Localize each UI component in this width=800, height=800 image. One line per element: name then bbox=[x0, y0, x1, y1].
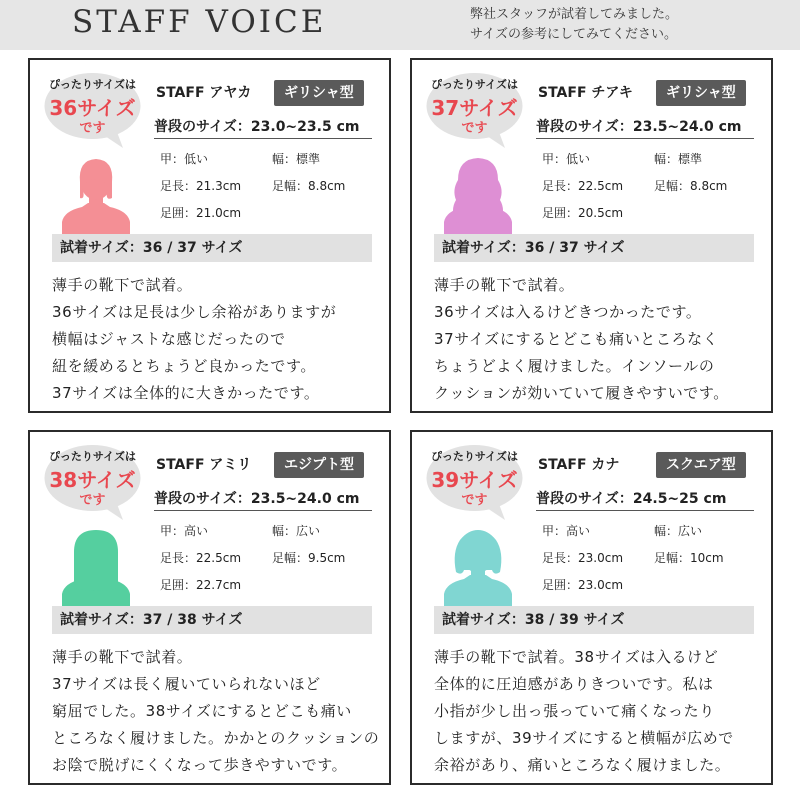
usual-size-label: 普段のサイズ bbox=[536, 491, 619, 507]
foot-girth: 足囲：22.7cm bbox=[160, 578, 242, 592]
fit-size-value: 36サイズ bbox=[49, 96, 136, 120]
staff-avatar-icon bbox=[60, 156, 132, 234]
width-fit: 幅：標準 bbox=[654, 152, 703, 166]
usual-size bbox=[154, 116, 359, 136]
comment-line: ちょうどよく履けました。インソールの bbox=[434, 357, 715, 375]
staff-name: STAFF アヤカ bbox=[156, 85, 252, 101]
divider bbox=[154, 138, 372, 139]
divider bbox=[536, 138, 754, 139]
fit-size-bubble bbox=[425, 72, 524, 148]
bubble-suffix: です bbox=[461, 121, 488, 136]
comment-line: 36サイズは入るけどきつかったです。 bbox=[434, 303, 702, 321]
comment-line: ところなく履けました。かかとのクッションの bbox=[52, 729, 380, 747]
instep: 甲：低い bbox=[160, 152, 209, 166]
staff-name: STAFF アミリ bbox=[156, 457, 252, 473]
usual-size bbox=[154, 488, 359, 508]
staff-avatar-icon bbox=[60, 528, 132, 606]
foot-type-badge: エジプト型 bbox=[274, 452, 364, 478]
foot-width: 足幅：8.8cm bbox=[272, 179, 346, 193]
staff-name: STAFF チアキ bbox=[538, 85, 633, 101]
foot-length: 足長：22.5cm bbox=[542, 179, 624, 193]
instep: 甲：低い bbox=[542, 152, 591, 166]
divider bbox=[154, 510, 372, 511]
trial-size: 試着サイズ：36 / 37 サイズ bbox=[434, 234, 754, 262]
staff-avatar-icon bbox=[442, 156, 514, 234]
comment-line: クッションが効いていて履きやすいです。 bbox=[434, 384, 729, 402]
comment-line: お陰で脱げにくくなって歩きやすいです。 bbox=[52, 756, 348, 774]
divider bbox=[536, 510, 754, 511]
usual-size-value: ：23.5~24.0 cm bbox=[618, 119, 742, 135]
fit-size-value: 38サイズ bbox=[49, 468, 136, 492]
foot-length: 足長：21.3cm bbox=[160, 179, 242, 193]
comment-line: 薄手の靴下で試着。 bbox=[434, 276, 575, 294]
foot-type-badge: スクエア型 bbox=[656, 452, 746, 478]
comment-line: 36サイズは足長は少し余裕がありますが bbox=[52, 303, 337, 321]
staff-comment bbox=[434, 272, 729, 407]
trial-size: 試着サイズ：36 / 37 サイズ bbox=[52, 234, 372, 262]
page-header bbox=[0, 0, 800, 50]
fit-size-value: 39サイズ bbox=[431, 468, 518, 492]
foot-width: 足幅：9.5cm bbox=[272, 551, 346, 565]
staff-comment bbox=[434, 644, 734, 779]
instep: 甲：高い bbox=[542, 524, 591, 538]
bubble-suffix: です bbox=[79, 121, 106, 136]
staff-card-amiri bbox=[28, 430, 391, 785]
header-note-line: 弊社スタッフが試着してみました。 bbox=[470, 7, 679, 22]
staff-avatar-icon bbox=[442, 528, 514, 606]
foot-length: 足長：22.5cm bbox=[160, 551, 242, 565]
header-note bbox=[470, 5, 678, 45]
foot-width: 足幅：10cm bbox=[654, 551, 724, 565]
fit-size-bubble bbox=[43, 72, 142, 148]
comment-line: 37サイズは全体的に大きかったです。 bbox=[52, 384, 320, 402]
width-fit: 幅：広い bbox=[272, 524, 321, 538]
foot-length: 足長：23.0cm bbox=[542, 551, 624, 565]
staff-card-ayaka bbox=[28, 58, 391, 413]
usual-size-label: 普段のサイズ bbox=[154, 119, 237, 135]
comment-line: 37サイズは長く履いていられないほど bbox=[52, 675, 321, 693]
trial-size: 試着サイズ：38 / 39 サイズ bbox=[434, 606, 754, 634]
bubble-caption: ぴったりサイズは bbox=[48, 450, 137, 463]
comment-line: 薄手の靴下で試着。38サイズは入るけど bbox=[434, 648, 719, 666]
foot-type-badge: ギリシャ型 bbox=[274, 80, 364, 106]
bubble-suffix: です bbox=[461, 493, 488, 508]
comment-line: 37サイズにするとどこも痛いところなく bbox=[434, 330, 719, 348]
foot-girth: 足囲：20.5cm bbox=[542, 206, 624, 220]
bubble-caption: ぴったりサイズは bbox=[430, 450, 519, 463]
comment-line: しますが、39サイズにすると横幅が広めで bbox=[434, 729, 734, 747]
foot-girth: 足囲：21.0cm bbox=[160, 206, 242, 220]
usual-size-label: 普段のサイズ bbox=[154, 491, 237, 507]
comment-line: 薄手の靴下で試着。 bbox=[52, 648, 193, 666]
comment-line: 窮屈でした。38サイズにするとどこも痛い bbox=[52, 702, 352, 720]
comment-line: 紐を緩めるとちょうど良かったです。 bbox=[52, 357, 317, 375]
usual-size bbox=[536, 488, 726, 508]
usual-size bbox=[536, 116, 741, 136]
comment-line: 余裕があり、痛いところなく履けました。 bbox=[434, 756, 731, 774]
usual-size-value: ：24.5~25 cm bbox=[618, 491, 727, 507]
comment-line: 横幅はジャストな感じだったので bbox=[52, 330, 286, 348]
fit-size-value: 37サイズ bbox=[431, 96, 518, 120]
trial-size: 試着サイズ：37 / 38 サイズ bbox=[52, 606, 372, 634]
staff-card-chiaki bbox=[410, 58, 773, 413]
bubble-suffix: です bbox=[79, 493, 106, 508]
usual-size-value: ：23.0~23.5 cm bbox=[236, 119, 360, 135]
staff-name: STAFF カナ bbox=[538, 457, 620, 473]
foot-width: 足幅：8.8cm bbox=[654, 179, 728, 193]
instep: 甲：高い bbox=[160, 524, 209, 538]
width-fit: 幅：広い bbox=[654, 524, 703, 538]
fit-size-bubble bbox=[43, 444, 142, 520]
comment-line: 全体的に圧迫感がありきついです。私は bbox=[434, 675, 714, 693]
comment-line: 薄手の靴下で試着。 bbox=[52, 276, 193, 294]
staff-comment bbox=[52, 644, 379, 779]
usual-size-value: ：23.5~24.0 cm bbox=[236, 491, 360, 507]
bubble-caption: ぴったりサイズは bbox=[430, 78, 519, 91]
usual-size-label: 普段のサイズ bbox=[536, 119, 619, 135]
width-fit: 幅：標準 bbox=[272, 152, 321, 166]
staff-comment bbox=[52, 272, 336, 407]
bubble-caption: ぴったりサイズは bbox=[48, 78, 137, 91]
foot-girth: 足囲：23.0cm bbox=[542, 578, 624, 592]
page-title: STAFF VOICE bbox=[72, 4, 327, 40]
staff-card-kana bbox=[410, 430, 773, 785]
header-note-line: サイズの参考にしてみてください。 bbox=[470, 27, 677, 42]
comment-line: 小指が少し出っ張っていて痛くなったり bbox=[434, 702, 715, 720]
foot-type-badge: ギリシャ型 bbox=[656, 80, 746, 106]
fit-size-bubble bbox=[425, 444, 524, 520]
